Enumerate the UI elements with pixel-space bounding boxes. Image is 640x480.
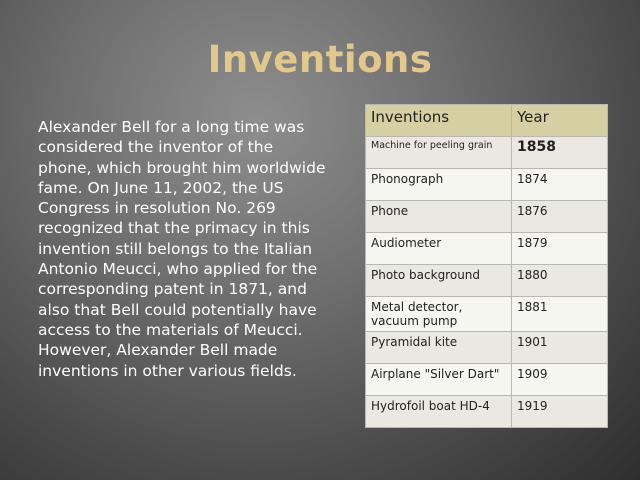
year-cell: 1874 <box>512 169 608 201</box>
table-row <box>366 201 608 233</box>
year-cell: 1879 <box>512 233 608 265</box>
invention-cell: Hydrofoil boat HD-4 <box>366 396 512 428</box>
year-cell: 1880 <box>512 265 608 297</box>
body-paragraph: Alexander Bell for a long time was considered the inventor of the phone, which brought him worldwide fame. On June 11, 2002, the US Congress in resolution No. 269 recognized that the primacy in this invention still belongs to the Italian Antonio Meucci, who applied for the corresponding patent in 1871, and also that Bell could potentially have access to the materials of Meucci. However, Alexander Bell made inventions in other various fields. <box>38 118 326 380</box>
header-year: Year <box>512 105 608 137</box>
invention-cell: Phonograph <box>366 169 512 201</box>
invention-cell: Machine for peeling grain <box>366 137 512 169</box>
table-row <box>366 137 608 169</box>
table-row <box>366 297 608 332</box>
header-inventions: Inventions <box>366 105 512 137</box>
table-header-row <box>366 105 608 137</box>
table-row <box>366 233 608 265</box>
year-cell: 1901 <box>512 332 608 364</box>
invention-cell: Pyramidal kite <box>366 332 512 364</box>
table-row <box>366 265 608 297</box>
slide-title: Inventions <box>207 38 433 81</box>
invention-cell: Metal detector, vacuum pump <box>366 297 512 332</box>
table-row <box>366 332 608 364</box>
table-row <box>366 396 608 428</box>
invention-cell: Photo background <box>366 265 512 297</box>
year-cell: 1876 <box>512 201 608 233</box>
table-row <box>366 364 608 396</box>
inventions-table <box>365 104 608 428</box>
year-cell: 1858 <box>512 137 608 169</box>
year-cell: 1881 <box>512 297 608 332</box>
year-cell: 1919 <box>512 396 608 428</box>
invention-cell: Audiometer <box>366 233 512 265</box>
year-cell: 1909 <box>512 364 608 396</box>
invention-cell: Phone <box>366 201 512 233</box>
invention-cell: Airplane "Silver Dart" <box>366 364 512 396</box>
table-row <box>366 169 608 201</box>
